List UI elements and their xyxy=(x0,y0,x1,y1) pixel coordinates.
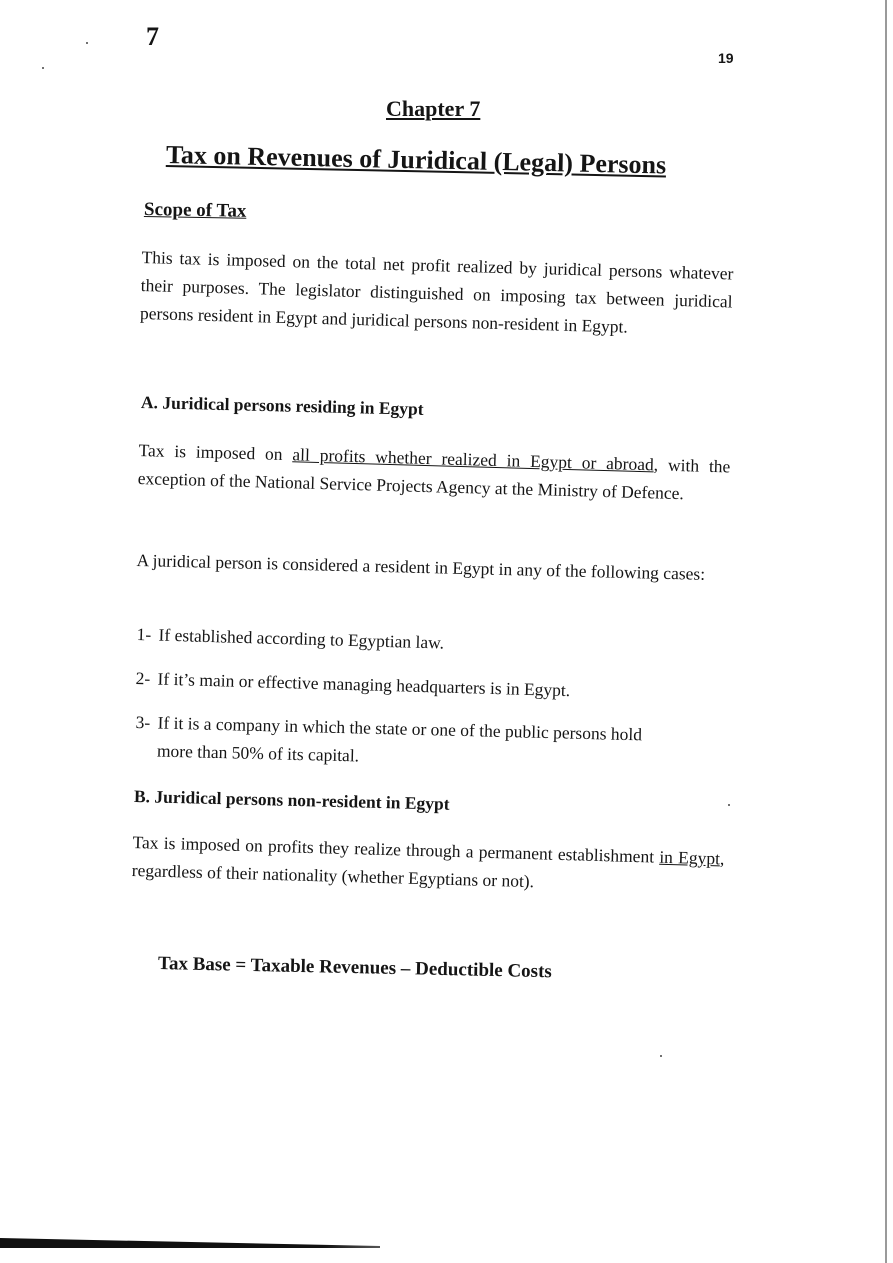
tax-base-formula: Tax Base = Taxable Revenues – Deductible Costs xyxy=(157,953,553,983)
scan-right-edge xyxy=(885,0,887,1263)
list-item xyxy=(135,708,736,779)
section-a-para-suffix: , with the exception of the National Service Projects Agency at the Ministry of Defence. xyxy=(137,454,731,504)
scan-speck xyxy=(728,804,730,806)
section-b-heading: B. Juridical persons non-resident in Egypt xyxy=(133,786,450,814)
scan-speck xyxy=(86,42,88,44)
list-item-continuation: more than 50% of its capital. xyxy=(156,740,360,766)
scope-paragraph: This tax is imposed on the total net profit realized by juridical persons whatever their purposes. The legislator distinguished on imposing tax between juridical persons resident in Egypt and juridical persons non-resident in Egypt. xyxy=(139,246,734,337)
section-b-paragraph xyxy=(131,828,724,901)
list-item-number: 3- xyxy=(135,711,151,733)
section-a-paragraph xyxy=(137,436,730,509)
scan-speck xyxy=(42,67,44,69)
page-number: 19 xyxy=(718,50,734,66)
section-b-para-suffix: , regardless of their nationality (whether Egyptians or not). xyxy=(131,848,725,892)
section-a-heading: A. Juridical persons residing in Egypt xyxy=(140,392,424,419)
section-b-underlined-text: in Egypt xyxy=(659,846,721,869)
list-item-text: If it is a company in which the state or one of the public persons hold xyxy=(157,712,643,745)
list-item-text: If it’s main or effective managing headquarters is in Egypt. xyxy=(157,668,571,701)
chapter-mark: 7 xyxy=(146,22,159,51)
list-item xyxy=(136,620,737,665)
scan-bottom-bar xyxy=(0,1238,380,1248)
residency-intro-paragraph: A juridical person is considered a resident in Egypt in any of the following cases: xyxy=(136,549,706,584)
list-item-number: 2- xyxy=(135,667,151,689)
page-title: Tax on Revenues of Juridical (Legal) Persons xyxy=(165,140,667,180)
list-item-number: 1- xyxy=(136,623,152,645)
list-item xyxy=(135,664,736,709)
list-item-text: If established according to Egyptian law. xyxy=(158,624,445,653)
scope-heading: Scope of Tax xyxy=(143,199,247,222)
scan-speck xyxy=(660,1055,662,1057)
chapter-label: Chapter 7 xyxy=(386,96,481,121)
section-b-para-prefix: Tax is imposed on profits they realize through a permanent establishment xyxy=(132,831,660,867)
section-a-underlined-text: all profits whether realized in Egypt or abroad xyxy=(292,444,655,475)
section-a-para-prefix: Tax is imposed on xyxy=(138,439,293,465)
